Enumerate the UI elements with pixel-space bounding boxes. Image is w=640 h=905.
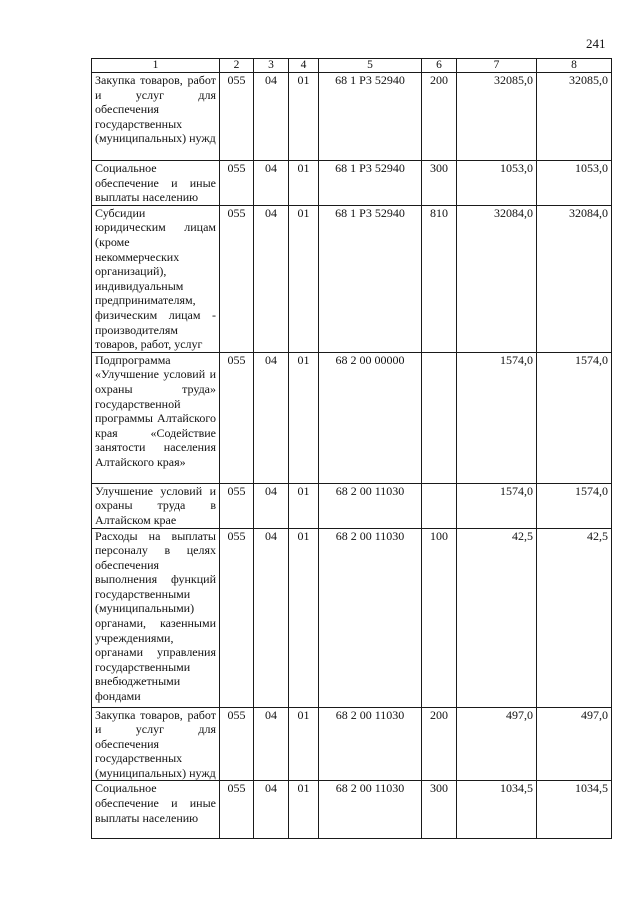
target-article-code: 68 2 00 11030 [319,483,422,528]
table-row [92,352,612,483]
row-description: Расходы на выплаты персоналу в целях обеспечения выполнения функций государственными (муниципальными) органами, казенными учреждениями, органами управления государственными внебюджетными фондами [92,528,220,707]
ministry-code: 055 [220,707,254,781]
amount-year-2: 1574,0 [537,483,612,528]
expense-type-code: 300 [422,161,457,206]
table-row [92,707,612,781]
ministry-code: 055 [220,352,254,483]
table-row [92,161,612,206]
expense-type-code: 200 [422,73,457,161]
row-description: Субсидии юридическим лицам (кроме некоммерческих организаций), индивидуальным предпринимателям, физическим лицам - производителям товаров, работ, услуг [92,205,220,352]
column-header: 3 [254,59,289,73]
section-code: 04 [254,73,289,161]
section-code: 04 [254,161,289,206]
target-article-code: 68 2 00 11030 [319,528,422,707]
amount-year-2: 497,0 [537,707,612,781]
target-article-code: 68 1 Р3 52940 [319,205,422,352]
table-row [92,528,612,707]
column-number-row [92,59,612,73]
table-row [92,205,612,352]
table-row [92,781,612,839]
expense-type-code: 810 [422,205,457,352]
column-header: 2 [220,59,254,73]
target-article-code: 68 1 Р3 52940 [319,161,422,206]
column-header: 8 [537,59,612,73]
expense-type-code: 300 [422,781,457,839]
column-header: 6 [422,59,457,73]
table-row [92,483,612,528]
ministry-code: 055 [220,483,254,528]
amount-year-1: 42,5 [457,528,537,707]
amount-year-1: 497,0 [457,707,537,781]
expense-type-code [422,483,457,528]
section-code: 04 [254,528,289,707]
expense-type-code: 200 [422,707,457,781]
column-header: 1 [92,59,220,73]
row-description: Социальное обеспечение и иные выплаты населению [92,161,220,206]
expense-type-code [422,352,457,483]
row-description: Улучшение условий и охраны труда в Алтайском крае [92,483,220,528]
column-header: 7 [457,59,537,73]
target-article-code: 68 2 00 11030 [319,781,422,839]
ministry-code: 055 [220,73,254,161]
subsection-code: 01 [289,528,319,707]
section-code: 04 [254,352,289,483]
column-header: 5 [319,59,422,73]
target-article-code: 68 2 00 00000 [319,352,422,483]
amount-year-1: 1053,0 [457,161,537,206]
amount-year-2: 1034,5 [537,781,612,839]
page-number: 241 [586,36,606,51]
amount-year-1: 32085,0 [457,73,537,161]
ministry-code: 055 [220,528,254,707]
row-description: Закупка товаров, работ и услуг для обеспечения государственных (муниципальных) нужд [92,73,220,161]
subsection-code: 01 [289,161,319,206]
row-description: Подпрограмма «Улучшение условий и охраны труда» государственной программы Алтайского края «Содействие занятости населения Алтайского края» [92,352,220,483]
subsection-code: 01 [289,73,319,161]
amount-year-1: 1574,0 [457,352,537,483]
section-code: 04 [254,483,289,528]
expense-type-code: 100 [422,528,457,707]
target-article-code: 68 2 00 11030 [319,707,422,781]
ministry-code: 055 [220,161,254,206]
target-article-code: 68 1 Р3 52940 [319,73,422,161]
ministry-code: 055 [220,205,254,352]
subsection-code: 01 [289,205,319,352]
table-row [92,73,612,161]
amount-year-2: 42,5 [537,528,612,707]
section-code: 04 [254,707,289,781]
budget-table [91,58,612,839]
amount-year-1: 1574,0 [457,483,537,528]
row-description: Закупка товаров, работ и услуг для обеспечения государственных (муниципальных) нужд [92,707,220,781]
row-description: Социальное обеспечение и иные выплаты населению [92,781,220,839]
section-code: 04 [254,205,289,352]
column-header: 4 [289,59,319,73]
amount-year-2: 1574,0 [537,352,612,483]
amount-year-1: 32084,0 [457,205,537,352]
subsection-code: 01 [289,352,319,483]
subsection-code: 01 [289,483,319,528]
amount-year-2: 32084,0 [537,205,612,352]
amount-year-2: 32085,0 [537,73,612,161]
ministry-code: 055 [220,781,254,839]
amount-year-2: 1053,0 [537,161,612,206]
amount-year-1: 1034,5 [457,781,537,839]
section-code: 04 [254,781,289,839]
subsection-code: 01 [289,707,319,781]
subsection-code: 01 [289,781,319,839]
table-body [92,73,612,839]
